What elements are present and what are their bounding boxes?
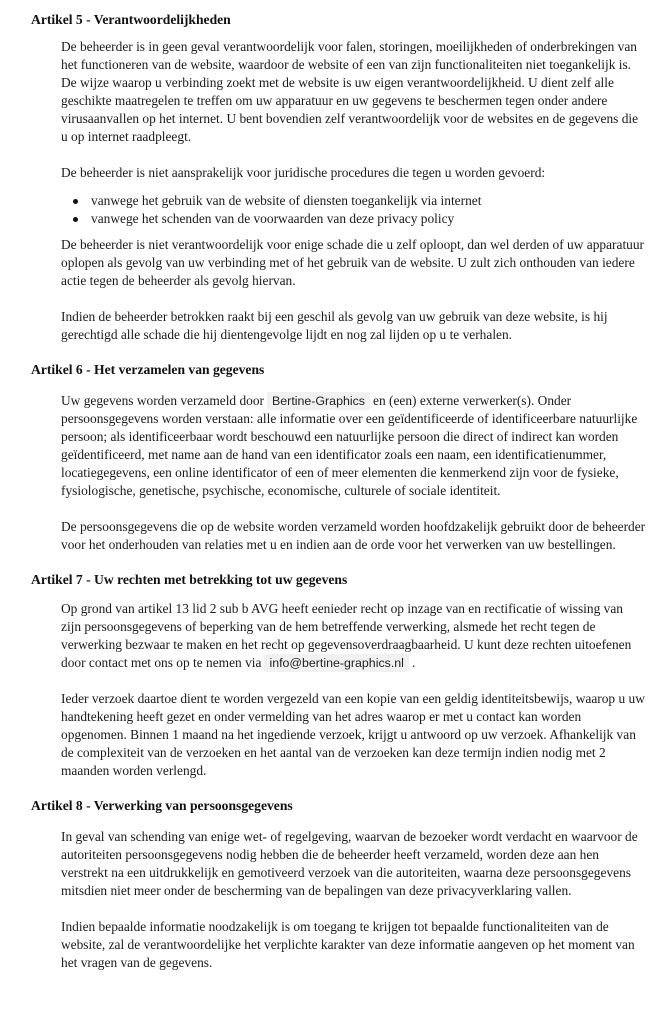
article-6-title: Artikel 6 - Het verzamelen van gegevens <box>31 362 265 377</box>
article-5-body <box>31 38 646 344</box>
email-address-link[interactable]: info@bertine-graphics.nl <box>264 654 409 672</box>
article-6-text-before: Uw gegevens worden verzameld door <box>61 393 265 408</box>
article-6-paragraph-2: De persoonsgegevens die op de website worden verzameld worden hoofdzakelijk gebruikt door de beheerder voor het onderhouden van relaties met u en indien aan de orde voor het verwerken van uw bestellingen. <box>61 519 646 552</box>
article-7-paragraph-1 <box>61 600 646 672</box>
article-5-list <box>61 192 646 228</box>
article-7 <box>31 570 646 780</box>
article-8-body <box>31 828 646 972</box>
article-7-text-after: . <box>411 655 416 670</box>
article-5-paragraph-3: De beheerder is niet verantwoordelijk voor enige schade die u zelf oploopt, dan wel derden of uw apparatuur oplopen als gevolg van uw verbinding met of het gebruik van de website. U zult zich onthouden van iedere actie tegen de beheerder als gevolg hiervan. <box>61 237 645 288</box>
article-5 <box>31 10 646 344</box>
article-5-paragraph-2: De beheerder is niet aansprakelijk voor juridische procedures die tegen u worden gevoerd: <box>61 165 546 180</box>
article-8 <box>31 796 646 972</box>
article-8-paragraph-1: In geval van schending van enige wet- of regelgeving, waarvan de bezoeker wordt verdacht en waarvoor de autoriteiten persoonsgegevens nodig hebben die de beheerder heeft verzameld, worden deze aan hen verstrekt na een uitdrukkelijk en gemotiveerd verzoek van die autoriteiten, waarna deze persoonsgegevens mitsdien niet meer onder de bescherming van de bepalingen van deze privacyverklaring vallen. <box>61 829 638 898</box>
article-7-title: Artikel 7 - Uw rechten met betrekking tot uw gegevens <box>31 572 348 587</box>
article-7-body <box>31 600 646 780</box>
article-8-paragraph-2: Indien bepaalde informatie noodzakelijk is om toegang te krijgen tot bepaalde functionaliteiten van de website, zal de verantwoordelijke het verplichte karakter van deze informatie aangeven op het moment van het vragen van de gegevens. <box>61 919 635 970</box>
list-item: vanwege het gebruik van de website of diensten toegankelijk via internet <box>91 192 646 210</box>
article-5-title: Artikel 5 - Verantwoordelijkheden <box>31 12 231 27</box>
company-name-code: Bertine-Graphics <box>267 392 370 410</box>
article-7-paragraph-2: Ieder verzoek daartoe dient te worden vergezeld van een kopie van een geldig identiteitsbewijs, waarop u uw handtekening heeft gezet en onder vermelding van het adres waarop er met u contact kan worden opgenomen. Binnen 1 maand na het ingediende verzoek, krijgt u antwoord op uw verzoek. Afhankelijk van de complexiteit van de verzoeken en het aantal van de verzoeken kan deze termijn indien nodig met 2 maanden worden verlengd. <box>61 691 645 778</box>
list-item: vanwege het schenden van de voorwaarden van deze privacy policy <box>91 210 646 228</box>
article-6-text-after: en (een) externe verwerker(s). Onder persoonsgegevens worden verstaan: alle informatie over een geïdentificeerde of identificeerbare natuurlijke persoon; als identificeerbaar wordt beschouwd een natuurlijke persoon die direct of indirect kan worden geïdentificeerd, met name aan de hand van een identificator zoals een naam, een identificatienummer, locatiegegevens, een online identificator of een of meer elementen die kenmerkend zijn voor de fysieke, fysiologische, genetische, psychische, economische, culturele of sociale identiteit. <box>61 393 638 498</box>
article-6-body <box>31 392 646 554</box>
article-6-paragraph-1 <box>61 392 646 500</box>
article-5-paragraph-1: De beheerder is in geen geval verantwoordelijk voor falen, storingen, moeilijkheden of onderbrekingen van het functioneren van de website, waardoor de website of een van zijn functionaliteiten niet toegankelijk is. De wijze waarop u verbinding zoekt met de website is uw eigen verantwoordelijkheid. U dient zelf alle geschikte maatregelen te treffen om uw apparatuur en uw gegevens te beschermen tegen onder andere virusaanvallen op het internet. U bent bovendien zelf verantwoordelijk voor de websites en de gegevens die u op internet raadpleegt. <box>61 39 639 144</box>
article-5-paragraph-4: Indien de beheerder betrokken raakt bij een geschil als gevolg van uw gebruik van deze website, is hij gerechtigd alle schade die hij dientengevolge lijdt en nog zal lijden op u te verhalen. <box>61 309 608 342</box>
article-7-text-before: Op grond van artikel 13 lid 2 sub b AVG heeft eenieder recht op inzage van en rectificatie of wissing van zijn persoonsgegevens of beperking van de hem betreffende verwerking, alsmede het recht tegen de verwerking bezwaar te maken en het recht op gegevensoverdraagbaarheid. U kunt deze rechten uitoefenen door contact met ons op te nemen via <box>61 601 632 670</box>
article-8-title: Artikel 8 - Verwerking van persoonsgegevens <box>31 798 293 813</box>
article-6 <box>31 360 646 554</box>
